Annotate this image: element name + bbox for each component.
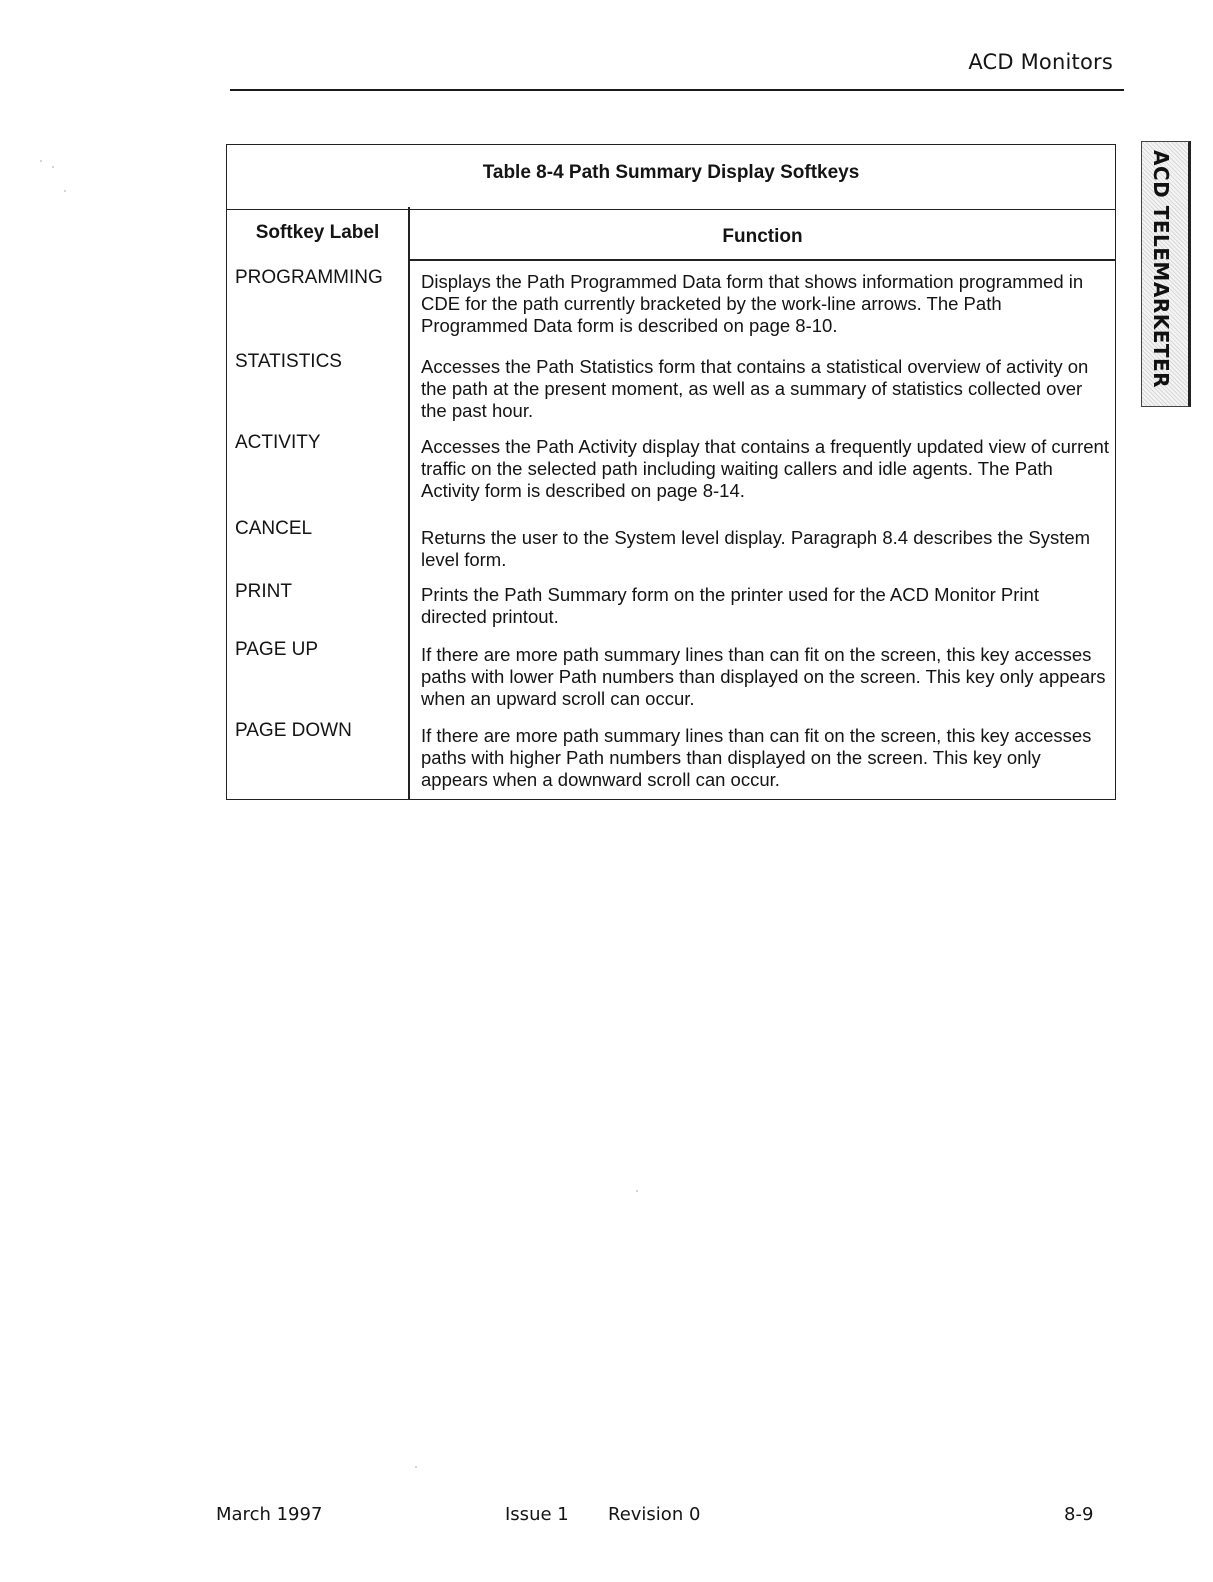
softkey-label: STATISTICS xyxy=(235,351,342,372)
footer-revision: Revision 0 xyxy=(608,1504,701,1525)
header-rule xyxy=(230,89,1124,91)
chapter-side-tab xyxy=(1141,141,1191,407)
footer-page-number: 8-9 xyxy=(1064,1504,1094,1525)
softkeys-table xyxy=(226,144,1116,800)
softkey-label: PAGE UP xyxy=(235,639,319,660)
softkey-function: If there are more path summary lines than can fit on the screen, this key accesses paths with lower Path numbers than displayed on the screen. This key only appears when an upward scroll can occur. xyxy=(421,644,1106,709)
side-tab-label: ACD TELEMARKETER xyxy=(1149,150,1173,389)
table-caption: Table 8-4 Path Summary Display Softkeys xyxy=(227,145,1115,210)
softkey-label: PRINT xyxy=(235,581,292,602)
footer-issue: Issue 1 xyxy=(505,1504,569,1525)
scan-speck xyxy=(40,160,42,162)
softkey-function: Accesses the Path Statistics form that contains a statistical overview of activity on the path at the present moment, as well as a summary of statistics collected over the past hour. xyxy=(421,356,1089,421)
softkey-function: Prints the Path Summary form on the printer used for the ACD Monitor Print directed printout. xyxy=(421,584,1039,627)
column-header-function: Function xyxy=(722,226,803,247)
softkey-label: CANCEL xyxy=(235,518,313,539)
scan-speck xyxy=(52,166,54,168)
footer-date: March 1997 xyxy=(216,1504,323,1525)
softkey-function: If there are more path summary lines than can fit on the screen, this key accesses paths with higher Path numbers than displayed on the screen. This key only appears when a downward scroll can occur. xyxy=(421,725,1092,790)
section-title: ACD Monitors xyxy=(968,50,1113,74)
scan-speck xyxy=(636,1190,638,1192)
scan-speck xyxy=(415,1466,417,1468)
softkey-label: PROGRAMMING xyxy=(235,267,383,288)
softkey-function: Returns the user to the System level display. Paragraph 8.4 describes the System level form. xyxy=(421,527,1091,570)
softkey-function: Displays the Path Programmed Data form that shows information programmed in CDE for the path currently bracketed by the work-line arrows. The Path Programmed Data form is described on page 8-10. xyxy=(421,271,1084,336)
softkey-function: Accesses the Path Activity display that contains a frequently updated view of current traffic on the selected path including waiting callers and idle agents. The Path Activity form is described on page 8-14. xyxy=(421,436,1109,501)
softkey-label: ACTIVITY xyxy=(235,432,321,453)
scan-speck xyxy=(64,190,66,192)
column-header-softkey-label: Softkey Label xyxy=(255,222,380,243)
header-rule-function xyxy=(410,259,1115,261)
softkey-label: PAGE DOWN xyxy=(235,720,352,741)
column-divider xyxy=(408,207,410,799)
